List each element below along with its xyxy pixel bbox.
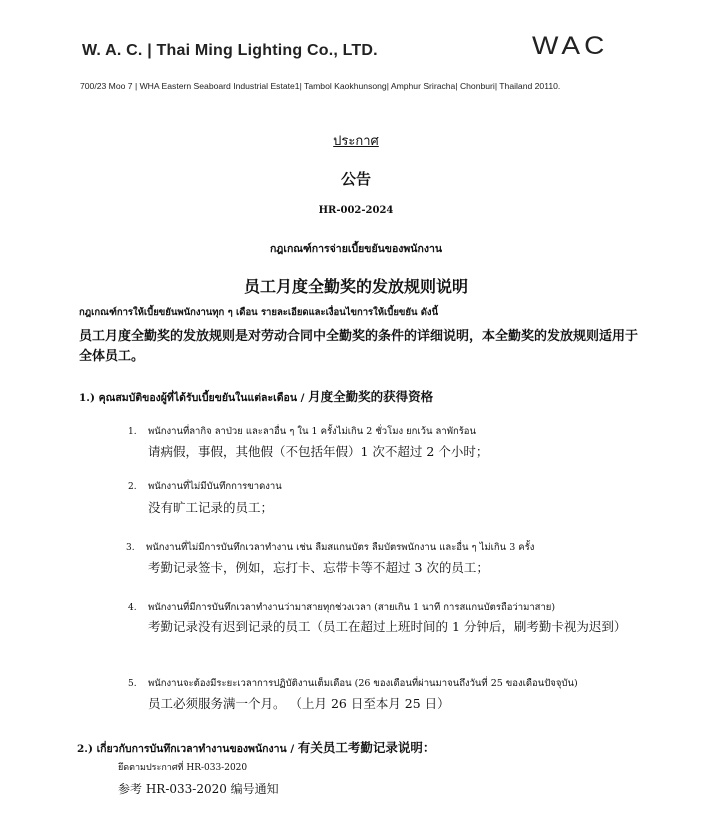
section1-heading xyxy=(79,387,433,406)
notice-subtitle-cn: 员工月度全勤奖的发放规则说明 xyxy=(243,277,468,296)
item-number: 4. xyxy=(128,603,137,613)
item-text-cn: 考勤记录签卡，例如，忘打卡、忘带卡等不超过 3 次的员工； xyxy=(148,560,489,575)
item-number: 3. xyxy=(126,543,135,553)
company-name: W. A. C. | Thai Ming Lighting Co., LTD. xyxy=(82,42,378,59)
company-address: 700/23 Moo 7 | WHA Eastern Seaboard Industrial Estate1| Tambol Kaokhunsong| Amphur Sriracha| Chonburi| Thailand 20110. xyxy=(80,81,561,91)
item-text-th: พนักงานที่ลากิจ ลาป่วย และลาอื่น ๆ ใน 1 ครั้งไม่เกิน 2 ชั่วโมง ยกเว้น ลาพักร้อน xyxy=(148,426,477,437)
item-text-cn: 考勤记录没有迟到记录的员工（员工在超过上班时间的 1 分钟后，刷考勤卡视为迟到） xyxy=(148,619,627,634)
section2-heading xyxy=(77,738,435,757)
section2-heading-th: 2.) เกี่ยวกับการบันทึกเวลาทำงานของพนักงาน / xyxy=(77,743,298,755)
item-text-th: พนักงานที่มีการบันทึกเวลาทำงานว่ามาสายทุกช่วงเวลา (สายเกิน 1 นาที การสแกนบัตรถือว่ามาสาย) xyxy=(148,602,556,613)
item-text-cn: 没有旷工记录的员工； xyxy=(148,500,274,515)
section1-heading-th: 1.) คุณสมบัติของผู้ที่ได้รับเบี้ยขยันในแต่ละเดือน / xyxy=(79,392,309,404)
notice-title-cn: 公告 xyxy=(340,170,371,188)
item-number: 1. xyxy=(128,427,137,437)
section1-heading-cn: 月度全勤奖的获得资格 xyxy=(308,389,434,404)
item-text-cn: 请病假，事假，其他假（不包括年假）1 次不超过 2 个小时； xyxy=(148,444,489,459)
item-text-cn: 员工必须服务满一个月。 （上月 26 日至本月 25 日） xyxy=(148,696,450,711)
item-number: 5. xyxy=(128,679,137,689)
item-text-th: พนักงานที่ไม่มีบันทึกการขาดงาน xyxy=(148,481,282,492)
notice-ref-number: HR-002-2024 xyxy=(318,205,394,216)
intro-cn: 员工月度全勤奖的发放规则是对劳动合同中全勤奖的条件的详细说明，本全勤奖的发放规则适用于全体员工。 xyxy=(79,329,639,364)
item-text-th: พนักงานที่ไม่มีการบันทึกเวลาทำงาน เช่น ลืมสแกนบัตร ลืมบัตรพนักงาน และอื่น ๆ ไม่เกิน 3 ครั้ง xyxy=(146,542,535,553)
notice-subtitle-th: กฎเกณฑ์การจ่ายเบี้ยขยันของพนักงาน xyxy=(269,243,443,255)
intro-th: กฎเกณฑ์การให้เบี้ยขยันพนักงานทุก ๆ เดือน รายละเอียดและเงื่อนไขการให้เบี้ยขยัน ดังนี้ xyxy=(79,307,439,318)
section2-reference-th: ยึดตามประกาศที่ HR-033-2020 xyxy=(118,763,248,773)
section2-reference-cn: 参考 HR-033-2020 编号通知 xyxy=(118,782,279,796)
item-text-th: พนักงานจะต้องมีระยะเวลาการปฏิบัติงานเต็มเดือน (26 ของเดือนที่ผ่านมาจนถึงวันที่ 25 ของเดือนปัจจุบัน) xyxy=(148,678,578,689)
notice-title-th: ประกาศ xyxy=(333,134,379,149)
section2-heading-cn: 有关员工考勤记录说明： xyxy=(297,740,436,755)
company-logo: WAC xyxy=(532,31,609,60)
item-number: 2. xyxy=(128,482,137,492)
